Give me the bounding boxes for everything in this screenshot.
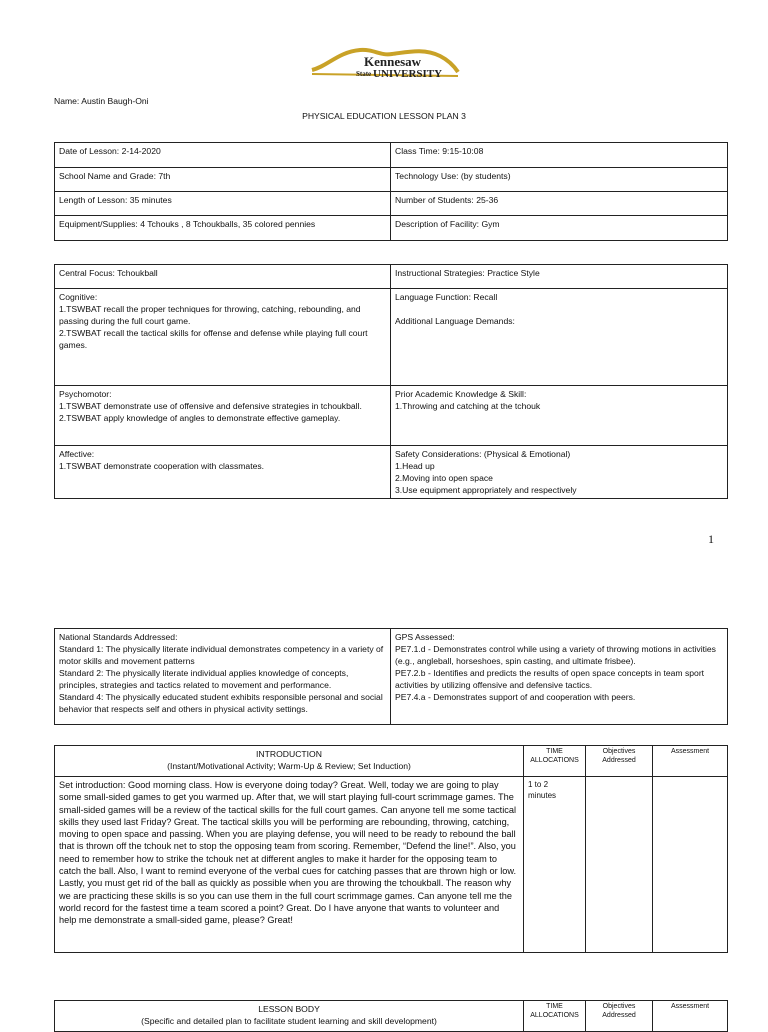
class-time: Class Time: 9:15-10:08 xyxy=(391,143,728,168)
standards-table xyxy=(54,628,728,725)
objectives-addressed-header: Objectives Addressed xyxy=(586,746,653,777)
introduction-subtitle: (Instant/Motivational Activity; Warm-Up & Review; Set Induction) xyxy=(167,761,411,771)
introduction-time: 1 to 2 minutes xyxy=(524,777,586,953)
technology-use: Technology Use: (by students) xyxy=(391,168,728,192)
instructional-strategies: Instructional Strategies: Practice Style xyxy=(391,265,728,289)
student-name: Name: Austin Baugh-Oni xyxy=(54,96,149,106)
introduction-table xyxy=(54,745,728,953)
gps-assessed: GPS Assessed: PE7.1.d - Demonstrates control while using a variety of throwing motions in activities (e.g., angleball, horseshoes, spin casting, and ultimate frisbee). PE7.2.b - Identifies and predicts the results of open space concepts in team sport activities by utilizing offensive and defensive tactics. PE7.4.a - Demonstrates support of and cooperation with peers. xyxy=(391,629,728,725)
equipment-supplies: Equipment/Supplies: 4 Tchouks , 8 Tchoukballs, 35 colored pennies xyxy=(55,216,391,241)
lesson-body-subtitle: (Specific and detailed plan to facilitate student learning and skill development) xyxy=(141,1016,437,1026)
body-objectives-addressed-header: Objectives Addressed xyxy=(586,1001,653,1032)
introduction-assessment-cell xyxy=(653,777,728,953)
time-allocations-header: TIME ALLOCATIONS xyxy=(524,746,586,777)
lesson-body-table xyxy=(54,1000,728,1032)
introduction-title: INTRODUCTION xyxy=(256,749,322,759)
set-introduction-text: Set introduction: Good morning class. How is everyone doing today? Great. Well, today we are going to play some small-sided games to get you warmed up. After that, we will start playing full-court scrimmage games. The small-sided games will be a review of the tactical skills for the full court games. Can anyone tell me some tactical skills they used last Friday? Great. The tactical skills you will be performing are rebounding, throwing, catching, moving to open space and passing. When you are playing defense, you will need to be ready to rebound the ball that is thrown off the tchouk net to stop the opposing team from scoring. Remember, “Defend the line!”. Also, you need to remember how to strike the tchouk net at different angles to make it harder for the opposing team to catch the ball. Also, I want to remind everyone of the verbal cues for catching passes that are thrown high or low. Lastly, you must get rid of the ball as quickly as possible when you are throwing the tchoukball. The reason why we are practicing these skills is so you can use them in the full court scrimmage games. Can anyone tell me the world record for the fastest time a team scored a point? Great. Do I have anyone that wants to volunteer and help me demonstrate a small-sided game, please? Great! xyxy=(55,777,524,953)
facility-description: Description of Facility: Gym xyxy=(391,216,728,241)
introduction-objectives-cell xyxy=(586,777,653,953)
psychomotor-objectives: Psychomotor: 1.TSWBAT demonstrate use of offensive and defensive strategies in tchoukball. 2.TSWBAT apply knowledge of angles to demonstrate effective gameplay. xyxy=(55,386,391,446)
page-number: 1 xyxy=(708,532,714,546)
lesson-info-table xyxy=(54,142,728,241)
length-of-lesson: Length of Lesson: 35 minutes xyxy=(55,192,391,216)
body-assessment-header: Assessment xyxy=(653,1001,728,1032)
lesson-body-title: LESSON BODY xyxy=(258,1004,320,1014)
kennesaw-state-logo xyxy=(308,44,460,86)
date-of-lesson: Date of Lesson: 2-14-2020 xyxy=(55,143,391,168)
prior-knowledge: Prior Academic Knowledge & Skill: 1.Throwing and catching at the tchouk xyxy=(391,386,728,446)
cognitive-objectives: Cognitive: 1.TSWBAT recall the proper techniques for throwing, catching, rebounding, and passing during the full court game. 2.TSWBAT recall the tactical skills for offense and defense while playing full court games. xyxy=(55,289,391,386)
lesson-body-header xyxy=(55,1001,524,1032)
school-name-grade: School Name and Grade: 7th xyxy=(55,168,391,192)
language-function: Language Function: Recall Additional Language Demands: xyxy=(391,289,728,386)
logo-line1: Kennesaw xyxy=(364,54,422,69)
affective-objectives: Affective: 1.TSWBAT demonstrate cooperation with classmates. xyxy=(55,446,391,499)
central-focus: Central Focus: Tchoukball xyxy=(55,265,391,289)
page-title: PHYSICAL EDUCATION LESSON PLAN 3 xyxy=(302,111,466,121)
objectives-table xyxy=(54,264,728,499)
logo-line2-university: UNIVERSITY xyxy=(373,68,443,80)
assessment-header: Assessment xyxy=(653,746,728,777)
safety-considerations: Safety Considerations: (Physical & Emotional) 1.Head up 2.Moving into open space 3.Use equipment appropriately and respectively xyxy=(391,446,728,499)
number-of-students: Number of Students: 25-36 xyxy=(391,192,728,216)
national-standards: National Standards Addressed: Standard 1: The physically literate individual demonstrates competency in a variety of motor skills and movement patterns Standard 2: The physically literate individual applies knowledge of concepts, principles, strategies and tactics related to movement and performance. Standard 4: The physically educated student exhibits responsible personal and social behavior that respects self and others in physical activity settings. xyxy=(55,629,391,725)
introduction-header xyxy=(55,746,524,777)
body-time-allocations-header: TIME ALLOCATIONS xyxy=(524,1001,586,1032)
university-logo-icon xyxy=(308,44,460,86)
logo-line2-state: State xyxy=(356,70,372,78)
